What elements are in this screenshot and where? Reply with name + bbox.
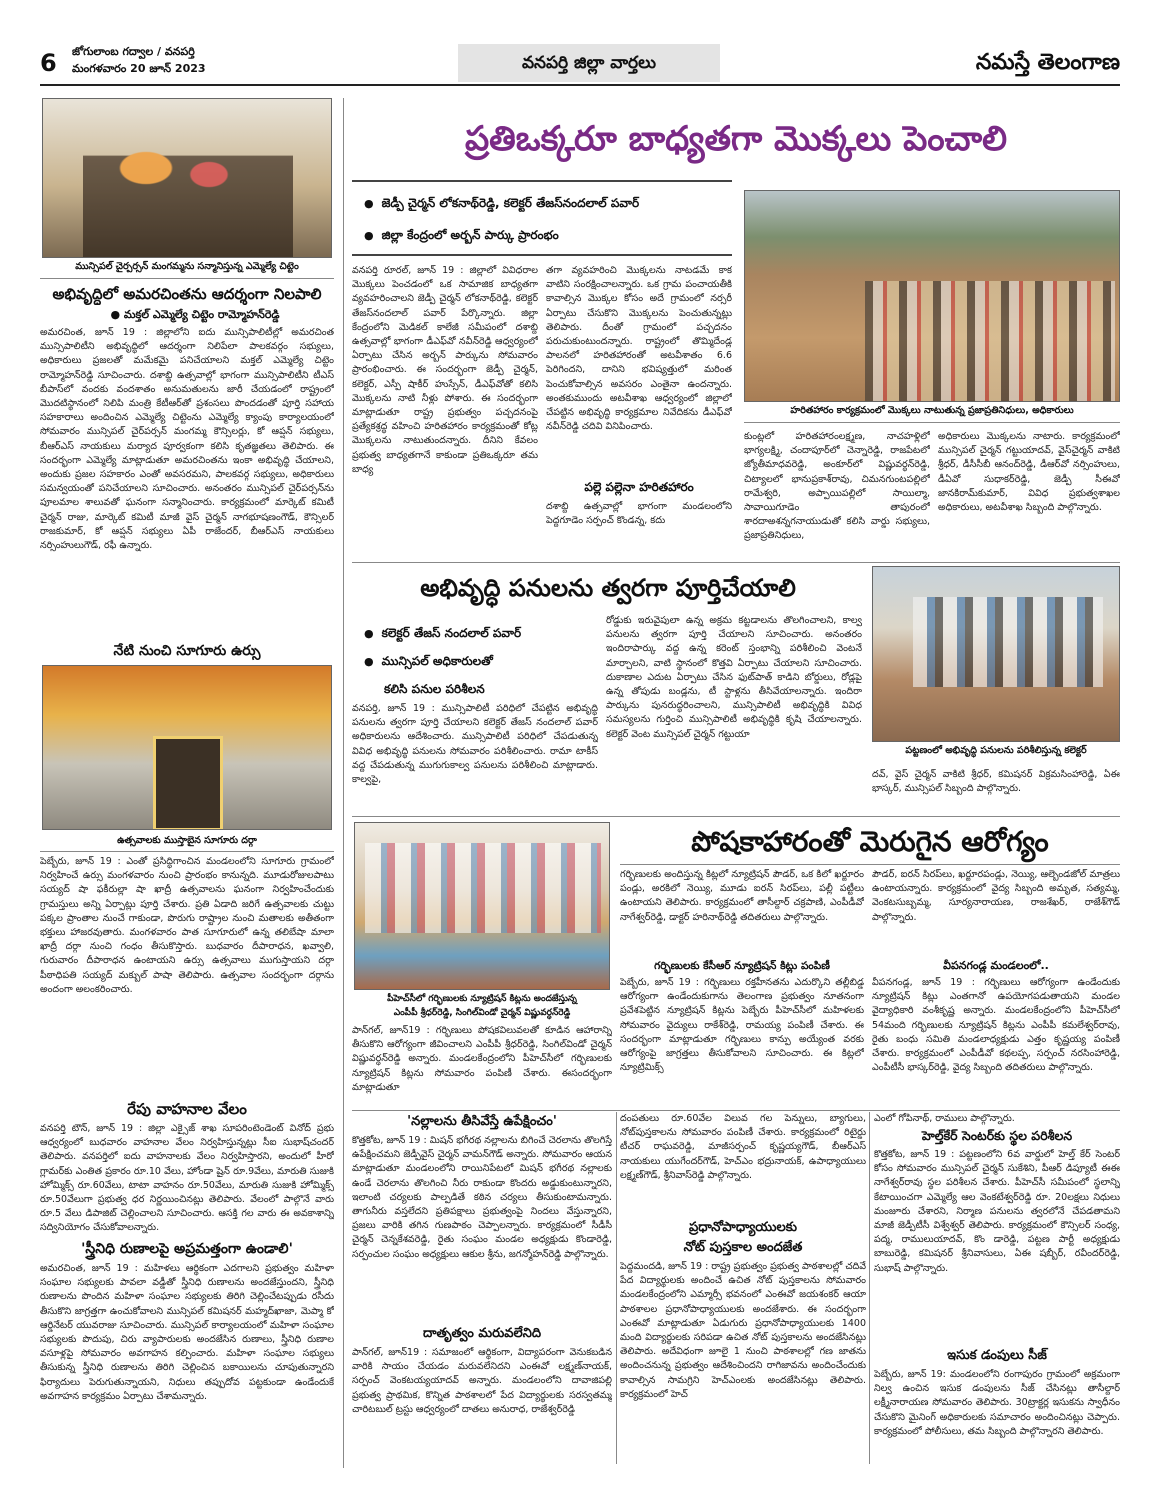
story1-headline: అభివృద్ధిలో అమరచింతను ఆదర్శంగా నిలపాలి [52, 285, 322, 303]
story4-headline: 'స్త్రీనిధి రుణాలపై అప్రమత్తంగా ఉండాలి' [81, 1241, 293, 1257]
dargah-door [153, 736, 223, 830]
photo-figures [83, 129, 293, 258]
charity-body: పాన్‌గల్, జూన్19 : సమాజంలో ఆర్థికంగా, విద్యాపరంగా వెనుకబడిన వారికి సాయం చేయడం మరువలేనిదని ఎంఈవో లక్ష్మణ్‌నాయక్, సర్పంచ్ వెంకటయ్యయాదవ్ అన్నారు. మండలంలోని దావాజిపల్లి ప్రభుత్వ ప్రాథమిక, కొన్నిత పాఠశాలలో పేద విద్యార్థులకు సరస్వతమ్మ చారిటబుల్ ట్రస్టు ఆధ్వర్యంలో దాతలు అనురాధ, రాజేశ్వర్‌రెడ్డి [352, 1347, 612, 1415]
nutrition-photo [354, 822, 610, 990]
story1-photo-caption: మున్సిపల్ చైర్పర్సన్ మంగమ్మను సన్మానిస్తున్న ఎమ్మెల్యే చిట్టెం [75, 261, 299, 272]
dev-bullet-2: ● మున్సిపల్ అధికారులతో [364, 648, 596, 675]
nutrition-col1c: పాన్‌గల్, జూన్19 : గర్భిణులు పోషకవిలువలతో కూడిన ఆహారాన్ని తీసుకొని ఆరోగ్యంగా జీవించాలని ఎంపీపీ శ్రీధర్‌రెడ్డి, సింగిల్‌విండో చైర్మన్ విష్ణువర్ధన్‌రెడ్డి అన్నారు. మండలకేంద్రంలోని పీహెచ్‌సీలో గర్భిణులకు న్యూట్రిషన్ కిట్లను సోమవారం పంపిణీ చేశారు. ఈసందర్భంగా మాట్లాడుతూ [352, 1025, 612, 1093]
lead-photo-people [865, 281, 1115, 402]
paper-name: నమస్తే తెలంగాణ [975, 50, 1120, 75]
edition-line-2: మంగళవారం 20 జూన్ 2023 [72, 62, 206, 75]
lead-subheadline: పల్లె పల్లెనా హరితహారం [584, 480, 694, 494]
story3-headline: రేపు వాహనాల వేలం [127, 1100, 247, 1118]
books-col-top: దంపతులు రూ.60వేల విలువ గల పెన్నులు, బ్యాగులు, నోట్‌పుస్తకాలను సోమవారం పంపిణీ చేశారు. కార్యక్రమంలో రిటైర్డు టీచర్ రాఘవరెడ్డి, మాజీసర్పంచ్ కృష్ణయ్యగౌడ్, బీఆర్ఎస్ నాయకులు యుగేందర్‌గౌడ్, హెచ్‌ఎం భద్రునాయక్, ఉపాధ్యాయులు లక్ష్మణ్‌గౌడ్, శ్రీనివాస్‌రెడ్డి పాల్గొన్నారు. [620, 1113, 866, 1181]
lead-col2: తగా వ్యవహరించి మొక్కలను నాటడమే కాక వాటిని సంరక్షించాలన్నారు. ఒక గ్రామ పంచాయతీకి కావాల్సిన మొక్కల కోసం అదే గ్రామంలో నర్సరీ ఏర్పాటు చేసుకొని మొక్కలను పెంచుతున్నట్లు తెలిపారు. దీంతో గ్రామంలో పచ్చదనం పరుచుకుంటుందన్నారు. రాష్ట్రంలో తొమ్మిదేండ్ల పాలనలో హరితహారంతో అటవీశాతం 6.6 పెరిగిందని, దానిని భవిష్యత్తులో మరింత పెంచుకోవాల్సిన అవసరం ఎంతైనా ఉందన్నారు. అంతకుముందు అటవీశాఖ ఆధ్వర్యంలో జిల్లాలో చేపట్టిన అభివృద్ధి కార్యక్రమాల నివేదికను డీఎఫ్‌వో నవీన్‌రెడ్డి చదివి వినిపించారు. [546, 265, 732, 433]
health-headline: హెల్త్‌కేర్ సెంటర్‌కు స్థల పరిశీలన [921, 1128, 1073, 1143]
lead-col1: వనపర్తి రూరల్, జూన్ 19 : జిల్లాలో వివిధరాల మొక్కలు పెంచడంలో ఒక సామాజిక బాధ్యతగా వ్యవహరించాలని జెడ్పీ చైర్మన్ లోకనాథ్‌రెడ్డి, కలెక్టర్ తేజస్‌నందలాల్ పవార్ పేర్కొన్నారు. జిల్లా కేంద్రంలోని మెడికల్ కాలేజీ సమీపంలో దశాబ్ది ఉత్సవాల్లో భాగంగా డీఎఫ్‌వో నవీన్‌రెడ్డి ఆధ్వర్యంలో ఏర్పాటు చేసిన అర్బన్ పార్కును సోమవారం ప్రారంభించారు. ఈ సందర్భంగా జెడ్పీ చైర్మన్, కలెక్టర్, ఎస్పీ షాకీర్ హుస్సేన్, డీఎఫ్‌వోతో కలిసి మొక్కలను నాటి నీళ్లు పోశారు. ఈ సందర్భంగా మాట్లాడుతూ రాష్ట్ర ప్రభుత్వం పచ్చదనంపై ప్రత్యేకశ్రద్ధ వహించి హరితహారం కార్యక్రమంతో కోట్ల మొక్కలను నాటుతుందన్నారు. దీనిని కేవలం ప్రభుత్వ బాధ్యతగానే కాకుండా ప్రతిఒక్కరూ తమ బాధ్య [352, 265, 538, 475]
section-title: వనపర్తి జిల్లా వార్తలు [458, 44, 720, 82]
lakes-headline: 'నల్లాలను తీసివేస్తే ఉపేక్షించం' [407, 1114, 557, 1129]
nutrition-col2b: వీపనగండ్ల, జూన్ 19 : గర్భిణులు ఆరోగ్యంగా ఉండేందుకు న్యూట్రిషన్ కిట్లు ఎంతగానో ఉపయోగపడుతాయని మండల వైద్యాధికారి వంశీకృష్ణ అన్నారు. మండలకేంద్రంలోని పీహెచ్‌సీలో 54మంది గర్భిణులకు న్యూట్రిషన్ కిట్లను ఎంపీపీ కమలేశ్వర్‌రావు, రైతు బంధు సమితి మండలాధ్యక్షుడు ఎత్తం కృష్ణయ్య పంపిణీ చేశారు. కార్యక్రమంలో ఎంపీడీవో కథలప్ప, సర్పంచ్ నరసింహారెడ్డి, ఎంపీటీసీ భాస్కర్‌రెడ్డి, వైద్య సిబ్బంది తదితరులు పాల్గొన్నారు. [872, 977, 1120, 1074]
edition-line-1: జోగులాంబ గద్వాల / వనపర్తి [72, 45, 195, 58]
nutrition-photo-people [365, 843, 601, 933]
masthead [40, 40, 1120, 86]
lakes-body: కొత్తకోట, జూన్ 19 : మిషన్ భగీరథ నల్లాలను బిగించే చెరలాను తొలగిస్తే ఉపేక్షించమని జెడ్పీవైస్ చైర్మన్ వామన్‌గౌడ్ అన్నారు. సోమవారం ఆయన మాట్లాడుతూ మండలంలోని రాయినిపేటలో మిషన్ భగీరథ నల్లాలకు ఉండే చెరలాను తొలగించి నీరు రాకుండా కొందరు అడ్డుకుంటున్నారని, ఇలాంటి చర్యలకు పాల్పడితే కఠిన చర్యలు తీసుకుంటామన్నారు. తాగునీరు వస్తలేదని ప్రతిపక్షాలు ప్రభుత్వంపై నిందలు వేస్తున్నారని, ప్రజలు వారికి తగిన గుణపాఠం చెప్పాలన్నారు. కార్యక్రమంలో సీడీసీ చైర్మన్ చెన్నకేశవరెడ్డి, రైతు సంఘం మండల అధ్యక్షుడు కొండారెడ్డి, సర్పంచుల సంఘం అధ్యక్షులు ఆకుల శ్రీను, జగన్మోహన్‌రెడ్డి పాల్గొన్నారు. [352, 1135, 612, 1260]
health-body: కొత్తకోట, జూన్ 19 : పట్టణంలోని 6వ వార్డులో హెల్త్ కేర్ సెంటర్ కోసం సోమవారం మున్సిపల్ చైర్మన్ సుకేశిని, పీఆర్ డిప్యూటీ ఈఈ నాగేశ్వర్‌రావు స్థల పరిశీలన చేశారు. పీహెచ్‌సీ సమీపంలో స్థలాన్ని కేటాయించగా ఎమ్మెల్యే ఆల వెంకటేశ్వర్‌రెడ్డి రూ. 20లక్షలు నిధులు మంజూరు చేశారని, నిర్మాణ పనులను త్వరలోనే చేపడతామని మాజీ జెడ్పీటీసీ విశ్వేశ్వర్ తెలిపారు. కార్యక్రమంలో కౌన్సిలర్ సంధ్య, పద్మ, రాములుయాదవ్, కొం డారెడ్డి, పట్టణ పార్టీ అధ్యక్షుడు బాబురెడ్డి, కమిషనర్ శ్రీనివాసులు, ఏఈ షబ్బీర్, రవీందర్‌రెడ్డి, సుభాష్ పాల్గొన్నారు. [874, 1149, 1120, 1274]
nutrition-col1b: పెబ్బేరు, జూన్ 19 : గర్భిణులు రక్తహీనతను ఎదుర్కొని తల్లీబిడ్డ ఆరోగ్యంగా ఉండేందుకుగాను తెలంగాణ ప్రభుత్వం నూతనంగా ప్రవేశపెట్టిన న్యూట్రిషన్ కిట్లను పెబ్బేరు పీహెచ్‌సీలో మహిళలకు సోమవారం వైద్యులు రాకేశ్‌రెడ్డి, రామయ్య పంపిణీ చేశారు. ఈ సందర్భంగా మాట్లాడుతూ గర్భిణులు కాన్పు అయ్యేంత వరకు ఆరోగ్యంపై జాగ్రత్తలు తీసుకోవాలని సూచించారు. ఈ కిట్లలో న్యూట్రిమిక్స్ [620, 977, 864, 1074]
lead-col2b: దశాబ్ది ఉత్సవాల్లో భాగంగా మండలంలోని పెద్దగూడెం సర్పంచ్ కొండన్న, కదు [546, 501, 732, 527]
lead-bullet-1: ● జెడ్పీ చైర్మన్ లోకనాథ్‌రెడ్డి, కలెక్టర్ తేజస్‌నందలాల్ పవార్ [364, 190, 732, 217]
dev-photo-people [913, 597, 1103, 687]
books-body: పెద్దమందడి, జూన్ 19 : రాష్ట్ర ప్రభుత్వం ప్రభుత్వ పాఠశాలల్లో చదివే పేద విద్యార్థులకు అందించే ఉచిత నోట్ పుస్తకాలను సోమవారం మండలకేంద్రంలోని ఎమ్మార్సీ భవనంలో ఎంఈవో జయశంకర్ ఆయా పాఠశాలల ప్రధానోపాధ్యాయులకు అందజేశారు. ఈ సందర్భంగా ఎంఈవో మాట్లాడుతూ ఏడుగురు ప్రధానోపాధ్యాయులకు 1400 మంది విద్యార్థులకు సరిపడా ఉచిత నోట్ పుస్తకాలను అందజేసినట్లు తెలిపారు. అదేవిధంగా జూలై 1 నుంచి పాఠశాలల్లో గణ జాతను అందించనున్న ప్రభుత్వం ఆదేశించిందని రాగిజావను అందించేందుకు కావాల్సిన సామగ్రిని హెచ్‌ఎంలకు అందజేసినట్లు తెలిపారు. కార్యక్రమంలో హెచ్ [620, 1261, 866, 1400]
sand-body: పెబ్బేరు, జూన్ 19: మండలంలోని రంగాపురం గ్రామంలో అక్రమంగా నిల్వ ఉంచిన ఇసుక డంపులను సీజ్ చేసినట్లు తాసీల్దార్ లక్ష్మీనారాయణ సోమవారం తెలిపారు. 30ట్రాక్టర్ల ఇసుకను స్వాధీనం చేసుకొని మైనింగ్ అధికారులకు సమాచారం అందించినట్లు చెప్పారు. కార్యక్రమంలో పోలీసులు, తమ సిబ్బంది పాల్గొన్నారని తెలిపారు. [874, 1369, 1120, 1437]
story3-body: వనపర్తి టౌన్, జూన్ 19 : జిల్లా ఎక్సైజ్ శాఖ సూపరింటెండెంట్ వినోద్ ప్రభు ఆధ్వర్యంలో బుధవారం వాహనాల వేలం నిర్వహిస్తున్నట్లు సీఐ సుభాష్‌చందర్ తెలిపారు. వనపర్తిలో ఐదు వాహనాలకు వేలం నిర్వహిస్తారని, అందులో హీరో గ్లామర్‌కు ఎంతిత ప్రకారం రూ.10 వేలు, హోండా షైన్ రూ.9వేలు, మారుతి సుజుకి హోమ్మిక్స్ రూ.60వేలు, టాటా వాహనం రూ.50వేలు, మారుతి సుజుకి హోమ్మిక్స్ రూ.50వేలుగా ప్రభుత్వ ధర నిర్ణయించినట్లు తెలిపారు. వేలంలో పాల్గొనే వారు రూ.5 వేలు డిపాజిట్ చెల్లించాలని సూచించారు. ఆసక్తి గల వారు ఈ అవకాశాన్ని సద్వినియోగం చేసుకోవాలన్నారు. [40, 1123, 334, 1234]
lead-headline: ప్రతిఒక్కరూ బాధ్యతగా మొక్కలు పెంచాలి [464, 119, 1007, 159]
books-headline-2: నోట్ పుస్తకాల అందజేత [683, 1240, 803, 1255]
dev-photo [872, 566, 1120, 742]
dev-headline: అభివృద్ధి పనులను త్వరగా పూర్తిచేయాలి [420, 574, 796, 602]
nutrition-photo-caption-2: ఎంపీపీ శ్రీధర్‌రెడ్డి, సింగిల్‌విండో చైర్మన్ విష్ణువర్ధన్‌రెడ్డి [393, 1008, 571, 1018]
dev-col1: వనపర్తి, జూన్ 19 : మున్సిపాలిటీ పరిధిలో చేపట్టిన అభివృద్ధి పనులను త్వరగా పూర్తి చేయాలని కలెక్టర్ తేజస్ నందలాల్ పవార్ అధికారులను ఆదేశించారు. మున్సిపాలిటీ పరిధిలో చేపడుతున్న వివిధ అభివృద్ధి పనులను సోమవారం పరిశీలించారు. రామా టాకీస్ వద్ద చేపడుతున్న ముగుగుకాల్వ పనులను పరిశీలించి మాట్లాడారు. కాల్వపై, [352, 703, 598, 786]
dev-bullet-1: ● కలెక్టర్ తేజస్ నందలాల్ పవార్ [364, 620, 596, 647]
lead-photo [744, 190, 1120, 402]
nutrition-sub2: వీపనగండ్ల మండలంలో.. [943, 959, 1049, 972]
dev-bullet-3: కలిసి పనుల పరిశీలన [384, 682, 485, 696]
lead-col3: కుంట్లలో హరితహారంలక్ష్మణ, నాచహళ్లిలో భాగ్యలక్ష్మి, చందాపూర్‌లో చెన్నారెడ్డి, రాజపేటలో జ్యోతీమాధవరెడ్డి, అంకూర్‌లో విష్ణువర్ధన్‌రెడ్డి, చిట్యాలలో భానుప్రకాశ్‌రావు, చిమనగుంటపల్లిలో రామేశ్వరి, అప్పాయిపల్లిలో సాయిల్మా, సావాయిగూడెం తాపురంలో శారదాఅశన్నగనాయుడుతో కలిసి వార్డు సభ్యులు, ప్రజాప్రతినిధులు, [744, 431, 930, 542]
nutrition-col1a: గర్భిణులకు అందిస్తున్న కిట్లలో న్యూట్రిషన్ పౌడర్, ఒక కిలో ఖర్జూరం పండ్లు, అరకిలో నెయ్యి, మూడు ఐరన్ సిరప్‌లు, పల్లీ పట్టీలు ఉంటాయని తెలిపారు. కార్యక్రమంలో తాసీల్దార్ చక్రపాణి, ఎంపీడీవో నాగేశ్వర్‌రెడ్డి, డాక్టర్ హరినాథ్‌రెడ్డి తదితరులు పాల్గొన్నారు. [620, 869, 864, 923]
lead-photo-caption: హరితహారం కార్యక్రమంలో మొక్కలు నాటుతున్న ప్రజాప్రతినిధులు, అధికారులు [790, 405, 1074, 416]
page-number: 6 [40, 49, 57, 77]
story4-body: అమరచింత, జూన్ 19 : మహిళలు ఆర్థికంగా ఎదగాలని ప్రభుత్వం మహిళా సంఘాల సభ్యులకు పావలా వడ్డీతో స్త్రీనిధి రుణాలను అందజేస్తుందని, స్త్రీనిధి రుణాలను పొందిన మహిళా సంఘాల సభ్యులకు తిరిగి చెల్లించేటప్పుడు రసీదు తీసుకొని జాగ్రత్తగా ఉంచుకోవాలని మున్సిపల్ కమిషనర్ మహ్మద్‌ఖాజా, మెప్మా కో ఆర్డినేటర్ యువరాజు సూచించారు. మున్సిపల్ కార్యాలయంలో మహిళా సంఘాల సభ్యులకు పొదుపు, చిరు వ్యాపారులకు అందజేసిన రుణాలు, స్త్రీనిధి రుణాల వసూళ్లపై సోమవారం అవగాహన కల్పించారు. మహిళా సంఘాల సభ్యులు తీసుకున్న స్త్రీనిధి రుణాలను తిరిగి చెల్లించిన బకాయిలను చూపుతున్నారని ఫిర్యాదులు పెరుగుతున్నాయని, నిధులు తప్పుదోవ పట్టకుండా ఉండేందుకే అవగాహన కార్యక్రమం ఏర్పాటు చేశామన్నారు. [40, 1263, 334, 1402]
sand-headline: ఇసుక డంపులు సీజ్ [947, 1348, 1047, 1363]
story1-photo [42, 98, 332, 258]
dev-photo-caption: పట్టణంలో అభివృద్ధి పనులను పరిశీలిస్తున్న కలెక్టర్ [905, 745, 1087, 756]
dev-col2: రోడ్డుకు ఇరువైపులా ఉన్న అక్రమ కట్టడాలను తొలగించాలని, కాల్వ పనులను త్వరగా పూర్తి చేయాలని సూచించారు. అనంతరం ఇందిరాపార్కు వద్ద ఉన్న కరెంట్ స్తంభాన్ని పరిశీలించి వెంటనే మార్చాలని, వాటి స్థానంలో కొత్తవి ఏర్పాటు చేయాలని సూచించారు. దుకాణాల ఎదుట ఏర్పాటు చేసిన ఫుట్‌పాత్ కాడిని బోర్డులు, రోడ్లపై ఉన్న తోపుడు బండ్లను, టీ స్టాళ్లను తీసివేయాలన్నారు. ఇందిరా పార్కును పునరుద్ధరించాలని, మున్సిపాలిటీ అభివృద్ధికి వివిధ సమస్యలను గుర్తించి మున్సిపాలిటీ అభివృద్ధికి కృషి చేయాలన్నారు. కలెక్టర్ వెంట మున్సిపల్ చైర్మన్ గట్టుయా [606, 615, 862, 740]
dev-col3: దవ్, వైస్ చైర్మన్ వాకిటి శ్రీధర్, కమిషనర్ విక్రమసింహారెడ్డి, ఏఈ భాస్కర్, మున్సిపల్ సిబ్బంది పాల్గొన్నారు. [872, 769, 1120, 795]
story2-headline: నేటి నుంచి సూగూరు ఉర్సు [113, 643, 261, 659]
story2-photo-caption: ఉత్సవాలకు ముస్తాబైన సూగూరు దర్గా [117, 835, 257, 846]
story2-body: పెబ్బేరు, జూన్ 19 : ఎంతో ప్రసిద్ధిగాంచిన మండలంలోని సూగూరు గ్రామంలో నిర్వహించే ఉర్సు మంగళవారం నుంచి ప్రారంభం కానున్నది. మూడురోజులపాటు సయ్యద్ షా ఫకీరుల్లా షా ఖాద్రీ ఉత్సవాలను ఘనంగా నిర్వహించేందుకు గ్రామస్తులు అన్ని ఏర్పాట్లు పూర్తి చేశారు. ప్రతి ఏడాది జరిగే ఉత్సవాలకు చుట్టు పక్కల ప్రాంతాల నుంచే గాకుండా, పొరుగు రాష్ట్రాల నుంచి మతాలకు అతీతంగా భక్తులు హాజరవుతారు. మంగళవారం పాత సూగూరులో ఉన్న తలిబేషా మాలా ఖాద్రీ దర్గా నుంచి గంధం తీసుకొస్తారు. బుధవారం దీపారాధన, ఖవ్వాలి, గురువారం దీపారాధన ఉంటాయని ఉర్సు ఉత్సవాలు ముగుస్తాయని దర్గా పీఠాధిపతి సయ్యద్ మక్బుల్ పాషా తెలిపారు. ఉత్సవాల సందర్భంగా దర్గాను అందంగా అలంకరించారు. [40, 856, 334, 995]
nutrition-headline: పోషకాహారంతో మెరుగైన ఆరోగ్యం [691, 825, 1049, 858]
lead-bullet-2: ● జిల్లా కేంద్రంలో అర్బన్ పార్కు ప్రారంభం [364, 222, 732, 249]
health-col-top: ఎంలో గోపినాథ్, రాములు పాల్గొన్నారు. [874, 1113, 1015, 1124]
nutrition-photo-caption-1: పీహెచ్‌సీలో గర్భిణులకు న్యూట్రిషన్ కిట్లను అందజేస్తున్న [387, 994, 577, 1004]
story1-subhead: ● మక్తల్ ఎమ్మెల్యే చిట్టెం రామ్మోహన్‌రెడ్డి [110, 308, 280, 321]
charity-headline: దాతృత్వం మరువలేనిది [422, 1326, 542, 1341]
nutrition-col2a: పౌడర్, ఐరన్ సిరప్‌లు, ఖర్జూరపండ్లు, నెయ్యి, ఆల్బెండజోల్ మాత్రలు ఉంటాయన్నారు. కార్యక్రమంలో వైద్య సిబ్బంది అమృత, సత్యమ్మ, వెంకటసుబ్బమ్మ, సూర్యనారాయణ, రాజశేఖర్, రాజేశ్‌గౌడ్ పాల్గొన్నారు. [872, 869, 1120, 923]
story1-body: అమరచింత, జూన్ 19 : జిల్లాలోని ఐదు మున్సిపాలిటీల్లో అమరచింత మున్సిపాలిటీని అభివృద్ధిలో ఆదర్శంగా నిలిపేలా పాలకవర్గం సభ్యులు, అధికారులు ప్రజలతో మమేకమై పనిచేయాలని మక్తల్ ఎమ్మెల్యే చిట్టెం రామ్మోహన్‌రెడ్డి సూచించారు. దశాబ్ది ఉత్సవాల్లో భాగంగా మున్సిపాలిటీని టీఎస్ బీపాస్‌లో వందకు వందశాతం అనుమతులను జారీ చేయడంలో రాష్ట్రంలో మొదటిస్థానంలో నిలిపి మంత్రి కేటీఆర్‌తో ప్రశంసలు పొందడంతో పూర్తి సహాయ సహకారాలు అందించిన ఎమ్మెల్యే చిట్టెంను ఎమ్మెల్యే క్యాంపు కార్యాలయంలో సోమవారం మున్సిపల్ చైర్‌పర్సన్ మంగమ్మ కౌన్సిలర్లు, కో ఆప్షన్ సభ్యులు, బీఆర్ఎస్ నాయకులు మర్యాద పూర్వకంగా కలిసి కృతజ్ఞతలు తెలిపారు. ఈ సందర్భంగా ఎమ్మెల్యే మాట్లాడుతూ అమరచింతను ఇంకా అభివృద్ధి చేయాలని, అందుకు ప్రజల సహకారం ఎంతో అవసరమని, పాలకవర్గ సభ్యులు, అధికారులు సమన్వయంతో పనిచేయాలని సూచించారు. అనంతరం మున్సిపల్ చైర్‌పర్సన్‌ను పూలమాల శాలువతో ఘనంగా సన్మానించారు. కార్యక్రమంలో మార్కెట్ కమిటీ చైర్మన్ రాజు, మార్కెట్ కమిటీ మాజీ వైస్ చైర్మన్ నాగభూషణంగౌడ్, కౌన్సిలర్ రాజకుమార్, కో ఆప్షన్ సభ్యులు ఏపీ రాజేందర్, బీఆర్ఎస్ నాయకులు నర్సింహులుగౌడ్, రఫీ ఉన్నారు. [40, 327, 334, 552]
books-headline-1: ప్రధానోపాధ్యాయులకు [688, 1220, 798, 1235]
story2-photo [42, 665, 332, 830]
nutrition-sub1: గర్భిణులకు కేసీఆర్ న్యూట్రిషన్ కిట్లు పంపిణీ [654, 960, 830, 972]
lead-col4: అధికారులు మొక్కలను నాటారు. కార్యక్రమంలో మున్సిపల్ చైర్మన్ గట్టుయాదవ్, వైస్‌చైర్మన్ వాకిటి శ్రీధర్, డీసీసీబీ ఆనంద్‌రెడ్డి, డీఆర్‌వో నర్సింహులు, డీఏవో సుధాకర్‌రెడ్డి, జెడ్పీ సీఈవో జానకిరామ్‌కుమార్, వివిధ ప్రభుత్వశాఖల అధికారులు, అటవీశాఖ సిబ్బంది పాల్గొన్నారు. [938, 431, 1120, 514]
